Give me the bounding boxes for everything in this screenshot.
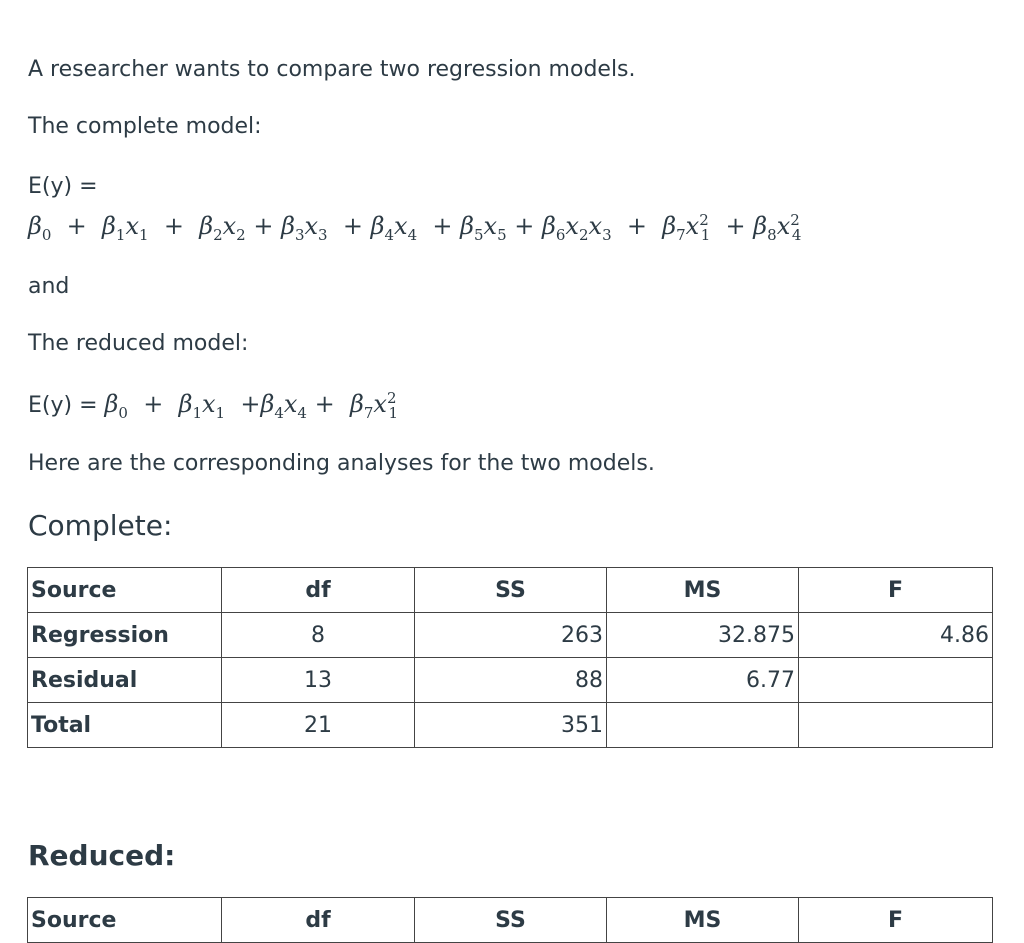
cell-ms [607,703,799,748]
cell-ss: 88 [415,658,607,703]
header-ss: SS [415,568,607,613]
cell-source: Regression [28,613,222,658]
cell-f: 4.86 [799,613,993,658]
table-header-row [28,568,993,613]
cell-source: Residual [28,658,222,703]
reduced-ey-prefix: E(y) = [28,393,98,418]
header-source: Source [28,568,222,613]
intro-text: A researcher wants to compare two regression models. [28,57,636,82]
and-text: and [28,274,70,299]
complete-ey-label: E(y) = [28,174,98,199]
cell-ss: 351 [415,703,607,748]
header-df: df [222,898,415,943]
table-row [28,658,993,703]
header-ss: SS [415,898,607,943]
header-f: F [799,898,993,943]
cell-df: 8 [222,613,415,658]
reduced-heading: Reduced: [28,839,176,872]
header-f: F [799,568,993,613]
cell-ss: 263 [415,613,607,658]
header-df: df [222,568,415,613]
header-source: Source [28,898,222,943]
reduced-model-equation: $E(y) = \beta_0 + \beta_1x_1 +\beta_4x_4 + \beta_7x^2_1$ [28,389,399,422]
reduced-model-label: The reduced model: [28,331,249,356]
reduced-anova-table [27,897,993,943]
complete-model-equation: $\beta_0 + \beta_1x_1 + \beta_2x_2 + \beta_3x_3 + \beta_4x_4 + \beta_5x_5 + \beta_6x_2x_3 + \beta_7x^2_1 + \beta_8x^2_4$ [28,211,802,244]
table-header-row [28,898,993,943]
cell-df: 21 [222,703,415,748]
header-ms: MS [607,568,799,613]
table-row [28,703,993,748]
cell-f [799,658,993,703]
header-ms: MS [607,898,799,943]
analyses-text: Here are the corresponding analyses for the two models. [28,451,655,476]
complete-anova-table [27,567,993,748]
cell-ms: 32.875 [607,613,799,658]
complete-heading: Complete: [28,509,173,542]
cell-ms: 6.77 [607,658,799,703]
complete-model-label: The complete model: [28,114,262,139]
cell-df: 13 [222,658,415,703]
table-row [28,613,993,658]
cell-f [799,703,993,748]
cell-source: Total [28,703,222,748]
